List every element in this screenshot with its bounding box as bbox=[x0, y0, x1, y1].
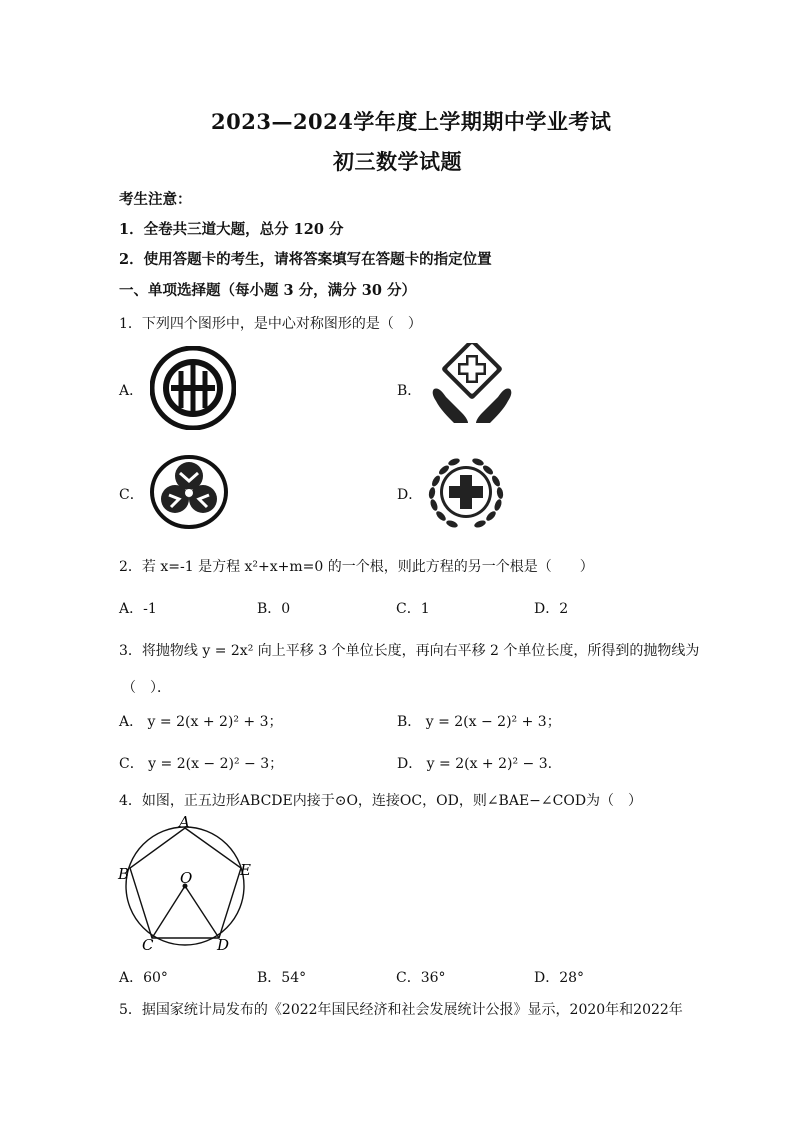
q1-option-d-label: D． bbox=[397, 487, 423, 503]
page-title: 2023—2024学年度上学期期中学业考试 bbox=[211, 109, 612, 134]
q1-figure-d bbox=[424, 451, 508, 533]
label-E: E bbox=[240, 861, 251, 879]
label-O: O bbox=[180, 869, 193, 887]
q2-option-c: C．1 bbox=[396, 601, 430, 617]
label-D: D bbox=[217, 936, 230, 954]
q1-option-a-label: A． bbox=[119, 383, 144, 399]
q1-figure-a bbox=[150, 346, 236, 430]
label-B: B bbox=[118, 865, 130, 883]
q4-option-d: D．28° bbox=[534, 970, 585, 986]
q1-option-b-label: B． bbox=[397, 383, 422, 399]
note-item: 2．使用答题卡的考生，请将答案填写在答题卡的指定位置 bbox=[119, 251, 492, 268]
question-4-stem: 4．如图，正五边形ABCDE内接于⊙O，连接OC，OD，则∠BAE−∠COD为（ ） bbox=[119, 793, 643, 809]
notes-heading: 考生注意： bbox=[119, 191, 192, 208]
q2-option-d: D．2 bbox=[534, 601, 569, 617]
q3-option-a: A． y = 2(x + 2)² + 3； bbox=[119, 714, 283, 730]
q2-option-a: A．-1 bbox=[119, 601, 157, 617]
q1-figure-c bbox=[149, 455, 229, 529]
label-C: C bbox=[142, 936, 154, 954]
question-3-stem-cont: （ ）． bbox=[122, 680, 171, 696]
q1-option-c-label: C． bbox=[119, 487, 144, 503]
q4-option-b: B．54° bbox=[257, 970, 307, 986]
question-3-stem: 3．将抛物线 y = 2x² 向上平移 3 个单位长度，再向右平移 2 个单位长度，所得到的抛物线为 bbox=[119, 643, 700, 659]
section-heading: 一、单项选择题（每小题 3 分，满分 30 分） bbox=[119, 282, 416, 299]
q3-option-d: D． y = 2(x + 2)² − 3. bbox=[397, 756, 553, 772]
q1-figure-b bbox=[432, 343, 512, 425]
question-5-stem: 5．据国家统计局发布的《2022年国民经济和社会发展统计公报》显示，2020年和2022年 bbox=[119, 1002, 683, 1018]
q3-option-b: B． y = 2(x − 2)² + 3； bbox=[397, 714, 561, 730]
q3-option-c: C． y = 2(x − 2)² − 3； bbox=[119, 756, 284, 772]
q2-option-b: B．0 bbox=[257, 601, 291, 617]
q4-option-a: A．60° bbox=[119, 970, 168, 986]
q4-option-c: C．36° bbox=[396, 970, 446, 986]
label-A: A bbox=[179, 816, 190, 831]
page-subtitle: 初三数学试题 bbox=[333, 149, 462, 174]
question-2-stem: 2．若 x=-1 是方程 x²+x+m=0 的一个根，则此方程的另一个根是（ ） bbox=[119, 559, 594, 575]
note-item: 1．全卷共三道大题，总分 120 分 bbox=[119, 221, 344, 238]
question-1-stem: 1．下列四个图形中，是中心对称图形的是（ ） bbox=[119, 316, 422, 332]
q4-pentagon-figure bbox=[116, 816, 264, 956]
